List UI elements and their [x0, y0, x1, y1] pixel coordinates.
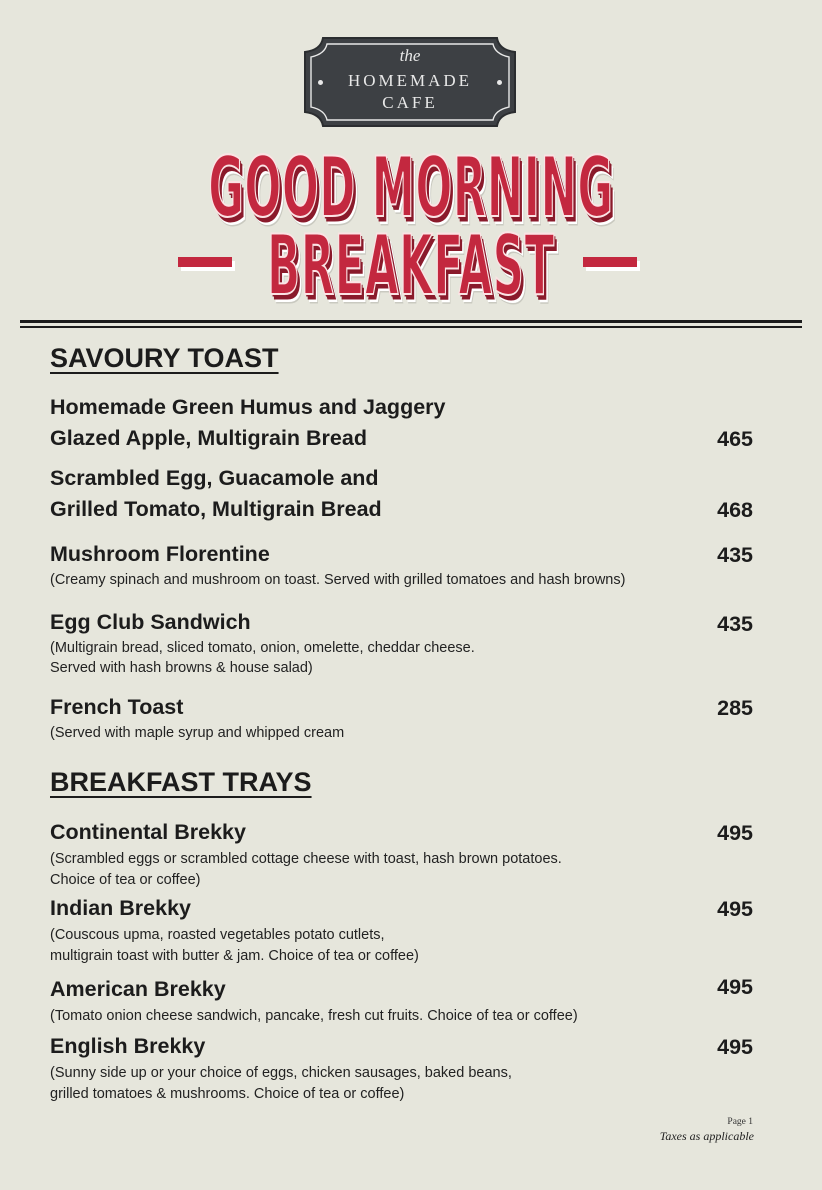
item-desc-line2: Choice of tea or coffee)	[50, 872, 201, 888]
item-name: Indian Brekky	[50, 896, 191, 920]
headline-dash-right	[583, 257, 637, 267]
item-price: 285	[717, 696, 753, 720]
item-name-line2: Glazed Apple, Multigrain Bread	[50, 426, 367, 450]
headline-breakfast: BREAKFAST	[267, 218, 555, 315]
item-price: 468	[717, 498, 753, 522]
section-title-savoury-toast: SAVOURY TOAST	[50, 343, 279, 373]
headline-good-morning: GOOD MORNING	[208, 140, 614, 237]
item-desc-line2: multigrain toast with butter & jam. Choice of tea or coffee)	[50, 948, 419, 964]
taxes-note: Taxes as applicable	[659, 1129, 754, 1143]
item-desc-line1: (Creamy spinach and mushroom on toast. Served with grilled tomatoes and hash browns)	[50, 572, 626, 588]
logo-line-1: HOMEMADE	[347, 71, 473, 90]
item-desc-line1: (Couscous upma, roasted vegetables potato cutlets,	[50, 927, 385, 943]
item-price: 495	[717, 975, 753, 999]
item-price: 435	[717, 612, 753, 636]
item-desc-line2: Served with hash browns & house salad)	[50, 660, 313, 676]
item-name-line2: Grilled Tomato, Multigrain Bread	[50, 497, 382, 521]
logo-name-text	[303, 70, 517, 114]
item-desc-line1: (Sunny side up or your choice of eggs, chicken sausages, baked beans,	[50, 1065, 512, 1081]
item-name: American Brekky	[50, 977, 226, 1001]
cafe-logo	[303, 36, 517, 128]
item-price: 465	[717, 427, 753, 451]
divider-thin	[20, 326, 802, 328]
logo-the-text: the	[399, 46, 421, 65]
item-price: 435	[717, 543, 753, 567]
item-name: French Toast	[50, 695, 184, 719]
item-desc-line1: (Served with maple syrup and whipped cream	[50, 725, 345, 741]
item-desc-line1: (Scrambled eggs or scrambled cottage cheese with toast, hash brown potatoes.	[50, 851, 562, 867]
item-price: 495	[717, 897, 753, 921]
item-price: 495	[717, 821, 753, 845]
item-price: 495	[717, 1035, 753, 1059]
page-number: Page 1	[727, 1117, 753, 1127]
item-name: Mushroom Florentine	[50, 542, 270, 566]
section-title-breakfast-trays: BREAKFAST TRAYS	[50, 767, 312, 797]
item-name: Egg Club Sandwich	[50, 610, 251, 634]
logo-line-2: CAFE	[382, 93, 438, 112]
item-desc-line1: (Multigrain bread, sliced tomato, onion, omelette, cheddar cheese.	[50, 640, 475, 656]
divider-thick	[20, 320, 802, 323]
item-name-line1: Homemade Green Humus and Jaggery	[50, 395, 446, 419]
item-name-line1: Scrambled Egg, Guacamole and	[50, 466, 379, 490]
item-name: Continental Brekky	[50, 820, 246, 844]
item-name: English Brekky	[50, 1034, 206, 1058]
item-desc-line2: grilled tomatoes & mushrooms. Choice of tea or coffee)	[50, 1086, 405, 1102]
item-desc-line1: (Tomato onion cheese sandwich, pancake, fresh cut fruits. Choice of tea or coffee)	[50, 1008, 578, 1024]
